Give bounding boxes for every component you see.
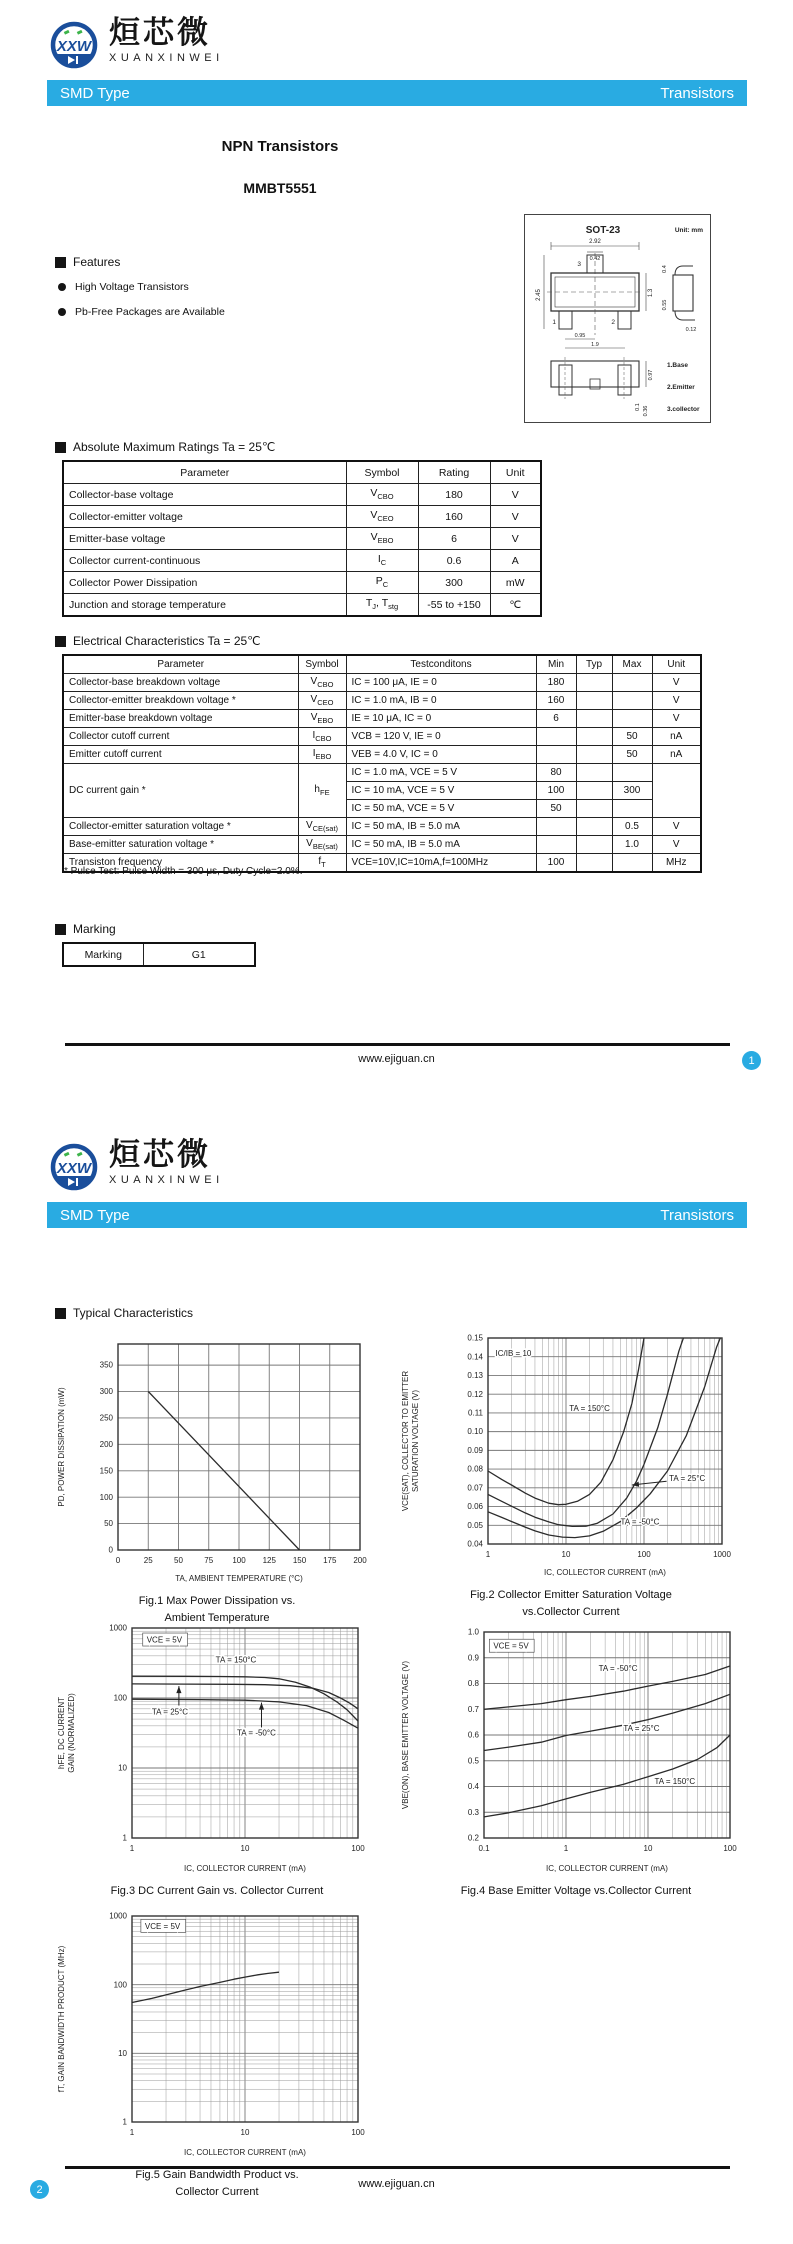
svg-text:0.11: 0.11 bbox=[468, 1408, 483, 1418]
svg-text:IC, COLLECTOR CURRENT (mA): IC, COLLECTOR CURRENT (mA) bbox=[546, 1864, 668, 1873]
fig4-chart-canvas bbox=[396, 1624, 756, 1881]
svg-text:0.13: 0.13 bbox=[467, 1371, 483, 1381]
banner-right-label: Transistors bbox=[660, 1206, 734, 1224]
table-row: Base-emitter saturation voltage * $V_{BE(sat)}$ IC = 50 mA, IB = 5.0 mA 1.0 V bbox=[63, 836, 701, 854]
svg-text:0.9: 0.9 bbox=[467, 1653, 479, 1663]
logo-diode-bar bbox=[76, 1178, 78, 1186]
svg-text:1: 1 bbox=[485, 1550, 491, 1559]
table-row: Junction and storage temperature $T_J$, $T_{stg}$ -55 to +150 ℃ bbox=[63, 594, 541, 617]
dim-lead-top: 0.4 bbox=[662, 265, 668, 273]
pin3-number: 3 bbox=[577, 261, 581, 268]
svg-text:VCE = 5V: VCE = 5V bbox=[493, 1641, 529, 1651]
dim-tab-width: 0.42 bbox=[589, 256, 601, 262]
svg-text:50: 50 bbox=[174, 1556, 183, 1565]
svg-text:1000: 1000 bbox=[109, 1911, 127, 1921]
svg-text:100: 100 bbox=[351, 1844, 365, 1853]
package-name: SOT-23 bbox=[585, 225, 621, 236]
fig3-caption: Fig.3 DC Current Gain vs. Collector Current bbox=[110, 1885, 324, 1897]
svg-text:1: 1 bbox=[129, 1844, 135, 1853]
dim-lead-thk: 0.12 bbox=[685, 327, 697, 333]
table-row: DC current gain * $h_{FE}$ IC = 1.0 mA, VCE = 5 V 80 bbox=[63, 764, 701, 782]
marking-heading: Marking bbox=[55, 922, 116, 936]
absolute-maximum-ratings-table bbox=[62, 460, 542, 617]
table-row: Marking G1 bbox=[63, 943, 255, 966]
section-marker-icon bbox=[55, 257, 66, 268]
svg-text:0.09: 0.09 bbox=[467, 1445, 483, 1455]
pin-legend-emitter: 2.Emitter bbox=[667, 384, 695, 391]
fig2-caption: Fig.2 Collector Emitter Saturation Voltage vs.Collector Current bbox=[470, 1589, 672, 1619]
logo-chinese-name: 烜芯微 bbox=[109, 15, 211, 50]
svg-text:TA, AMBIENT TEMPERATURE (°C): TA, AMBIENT TEMPERATURE (°C) bbox=[175, 1574, 303, 1583]
svg-text:GAIN (NORMALIZED): GAIN (NORMALIZED) bbox=[67, 1693, 76, 1773]
footer-url[interactable]: www.ejiguan.cn bbox=[358, 2178, 435, 2190]
svg-text:150: 150 bbox=[99, 1466, 113, 1476]
svg-text:0.07: 0.07 bbox=[467, 1483, 483, 1493]
section-marker-icon bbox=[55, 1308, 66, 1319]
fig3-chart-canvas bbox=[52, 1622, 382, 1881]
fig4-caption: Fig.4 Base Emitter Voltage vs.Collector Current bbox=[460, 1885, 692, 1897]
svg-text:0.15: 0.15 bbox=[467, 1333, 483, 1343]
svg-text:0.5: 0.5 bbox=[467, 1756, 479, 1766]
page-number-badge: 1 bbox=[742, 1051, 761, 1070]
amr-heading: Absolute Maximum Ratings Ta = 25℃ bbox=[55, 440, 275, 454]
svg-text:TA = 150°C: TA = 150°C bbox=[569, 1404, 610, 1414]
fig1-chart-canvas bbox=[52, 1334, 382, 1591]
page-2 bbox=[0, 1100, 793, 2244]
svg-text:1: 1 bbox=[122, 2117, 127, 2127]
svg-text:100: 100 bbox=[99, 1492, 113, 1502]
svg-text:75: 75 bbox=[204, 1556, 214, 1565]
svg-text:0.4: 0.4 bbox=[467, 1782, 479, 1792]
svg-text:250: 250 bbox=[99, 1413, 113, 1423]
dim-body-height: 2.45 bbox=[536, 289, 542, 301]
table-row: Emitter cutoff current $I_{EBO}$ VEB = 4.0 V, IC = 0 50 nA bbox=[63, 746, 701, 764]
svg-text:125: 125 bbox=[262, 1556, 276, 1565]
typical-characteristics-heading: Typical Characteristics bbox=[55, 1306, 193, 1320]
svg-text:100: 100 bbox=[637, 1550, 651, 1559]
fig4-chart bbox=[396, 1624, 746, 1876]
svg-text:0.2: 0.2 bbox=[467, 1833, 479, 1843]
svg-text:350: 350 bbox=[99, 1360, 113, 1370]
fig5-caption: Fig.5 Gain Bandwidth Product vs. Collector Current bbox=[135, 2169, 299, 2199]
logo-latin-name: XUANXINWEI bbox=[109, 1174, 224, 1186]
table-row: Collector Power Dissipation $P_C$ 300 mW bbox=[63, 572, 541, 594]
svg-text:0.12: 0.12 bbox=[467, 1389, 483, 1399]
svg-text:fT, GAIN BANDWIDTH PRODUCT (MH: fT, GAIN BANDWIDTH PRODUCT (MHz) bbox=[57, 1945, 66, 2093]
svg-text:SATURATION VOLTAGE (V): SATURATION VOLTAGE (V) bbox=[411, 1389, 420, 1493]
table-row: IC = 50 mA, VCE = 5 V 50 bbox=[63, 800, 701, 818]
svg-text:VCE = 5V: VCE = 5V bbox=[146, 1635, 183, 1645]
svg-text:1: 1 bbox=[129, 2128, 135, 2137]
svg-text:0.14: 0.14 bbox=[467, 1352, 483, 1362]
svg-text:TA = 25°C: TA = 25°C bbox=[669, 1473, 706, 1483]
brand-logo-mark bbox=[45, 1138, 103, 1200]
brand-logo bbox=[45, 16, 224, 78]
logo-initials: XXW bbox=[56, 1160, 92, 1177]
svg-text:100: 100 bbox=[113, 1693, 127, 1703]
logo-latin-name: XUANXINWEI bbox=[109, 52, 224, 64]
svg-text:100: 100 bbox=[723, 1844, 737, 1853]
svg-text:0.06: 0.06 bbox=[467, 1502, 483, 1512]
fig5-chart-canvas bbox=[52, 1910, 382, 2165]
table-row: Collector-emitter saturation voltage * $V_{CE(sat)}$ IC = 50 mA, IB = 5.0 mA 0.5 V bbox=[63, 818, 701, 836]
banner-left-label: SMD Type bbox=[60, 84, 130, 102]
table-row: Collector-emitter voltage $V_{CEO}$ 160 V bbox=[63, 506, 541, 528]
svg-text:0.6: 0.6 bbox=[467, 1730, 479, 1740]
footer-divider bbox=[65, 1043, 730, 1046]
svg-text:TA = -50°C: TA = -50°C bbox=[620, 1517, 660, 1527]
logo-initials: XXW bbox=[56, 38, 92, 55]
fig3-figure bbox=[52, 1622, 382, 1900]
table-row: Collector-emitter breakdown voltage * $V_{CEO}$ IC = 1.0 mA, IB = 0 160 V bbox=[63, 692, 701, 710]
table-header-row: Parameter Symbol Testconditons Min Typ Max Unit bbox=[63, 655, 701, 674]
svg-text:PD, POWER DISSIPATION (mW): PD, POWER DISSIPATION (mW) bbox=[57, 1387, 66, 1507]
dim-top-width: 2.92 bbox=[589, 239, 601, 245]
fig1-chart bbox=[52, 1334, 374, 1586]
logo-chinese-name: 烜芯微 bbox=[109, 1137, 211, 1172]
electrical-characteristics-table bbox=[62, 654, 702, 873]
svg-text:200: 200 bbox=[99, 1439, 113, 1449]
fig4-figure bbox=[396, 1624, 756, 1900]
fig1-caption: Fig.1 Max Power Dissipation vs. Ambient Temperature bbox=[138, 1595, 296, 1625]
table-row: Emitter-base voltage $V_{EBO}$ 6 V bbox=[63, 528, 541, 550]
svg-text:IC, COLLECTOR CURRENT (mA): IC, COLLECTOR CURRENT (mA) bbox=[184, 1864, 306, 1873]
svg-text:25: 25 bbox=[143, 1556, 153, 1565]
marking-table bbox=[62, 942, 256, 967]
svg-text:VBE(ON), BASE EMITTER VOLTAGE: VBE(ON), BASE EMITTER VOLTAGE (V) bbox=[401, 1660, 410, 1810]
svg-text:0.3: 0.3 bbox=[467, 1807, 479, 1817]
svg-text:0.1: 0.1 bbox=[478, 1844, 490, 1853]
section-marker-icon bbox=[55, 924, 66, 935]
logo-diode-bar bbox=[76, 56, 78, 64]
table-header-row: Parameter Symbol Rating Unit bbox=[63, 461, 541, 484]
svg-text:TA = -50°C: TA = -50°C bbox=[237, 1728, 276, 1738]
feature-item: High Voltage Transistors bbox=[58, 281, 189, 293]
svg-text:10: 10 bbox=[561, 1550, 571, 1559]
svg-text:IC, COLLECTOR CURRENT (mA): IC, COLLECTOR CURRENT (mA) bbox=[184, 2148, 306, 2157]
footer-divider bbox=[65, 2166, 730, 2169]
svg-text:1.0: 1.0 bbox=[467, 1627, 479, 1637]
dim-pin-pitch: 0.95 bbox=[574, 333, 586, 339]
dim-right-height: 1.3 bbox=[648, 288, 654, 298]
brand-logo bbox=[45, 1138, 224, 1200]
svg-text:0.7: 0.7 bbox=[467, 1704, 479, 1714]
table-row: Collector-base breakdown voltage $V_{CBO}$ IC = 100 μA, IE = 0 180 V bbox=[63, 674, 701, 692]
table-row: Collector current-continuous $I_C$ 0.6 A bbox=[63, 550, 541, 572]
svg-text:0.05: 0.05 bbox=[467, 1520, 483, 1530]
svg-text:0: 0 bbox=[115, 1556, 121, 1565]
feature-item: Pb-Free Packages are Available bbox=[58, 306, 225, 318]
features-heading: Features bbox=[55, 255, 120, 269]
svg-text:VCE = 5V: VCE = 5V bbox=[144, 1921, 181, 1931]
svg-text:10: 10 bbox=[118, 2048, 127, 2058]
svg-text:0.04: 0.04 bbox=[467, 1539, 483, 1549]
svg-text:IC/IB = 10: IC/IB = 10 bbox=[495, 1348, 532, 1358]
svg-text:300: 300 bbox=[99, 1387, 113, 1397]
svg-text:IC, COLLECTOR CURRENT (mA): IC, COLLECTOR CURRENT (mA) bbox=[544, 1568, 666, 1577]
dim-pad-h2: 0.36 bbox=[643, 405, 649, 417]
page-1 bbox=[0, 0, 793, 1100]
logo-text bbox=[109, 16, 224, 64]
svg-text:1000: 1000 bbox=[713, 1550, 731, 1559]
banner-right-label: Transistors bbox=[660, 84, 734, 102]
page-number-badge: 2 bbox=[30, 2180, 49, 2199]
table-row: Collector-base voltage $V_{CBO}$ 180 V bbox=[63, 484, 541, 506]
svg-text:200: 200 bbox=[353, 1556, 367, 1565]
section-marker-icon bbox=[55, 636, 66, 647]
sot23-package-drawing bbox=[525, 215, 709, 421]
svg-text:10: 10 bbox=[240, 2128, 250, 2137]
svg-text:50: 50 bbox=[104, 1519, 113, 1529]
table-row: Collector cutoff current $I_{CBO}$ VCB = 120 V, IE = 0 50 nA bbox=[63, 728, 701, 746]
logo-text bbox=[109, 1138, 224, 1186]
svg-text:hFE, DC CURRENT: hFE, DC CURRENT bbox=[57, 1696, 66, 1770]
svg-text:TA = 25°C: TA = 25°C bbox=[623, 1724, 660, 1734]
svg-text:TA = 150°C: TA = 150°C bbox=[654, 1776, 696, 1786]
svg-text:1: 1 bbox=[563, 1844, 569, 1853]
svg-text:0.8: 0.8 bbox=[467, 1679, 479, 1689]
pin2-number: 2 bbox=[611, 319, 615, 326]
svg-text:0.08: 0.08 bbox=[467, 1464, 483, 1474]
header-banner bbox=[47, 1202, 747, 1228]
section-marker-icon bbox=[55, 442, 66, 453]
pin-legend-collector: 3.collector bbox=[667, 406, 700, 413]
dim-pin-span: 1.9 bbox=[591, 342, 599, 348]
svg-text:1: 1 bbox=[122, 1833, 127, 1843]
svg-text:175: 175 bbox=[323, 1556, 337, 1565]
svg-text:1000: 1000 bbox=[109, 1623, 127, 1633]
pin-legend-base: 1.Base bbox=[667, 362, 688, 369]
svg-text:10: 10 bbox=[643, 1844, 653, 1853]
fig2-chart bbox=[396, 1328, 742, 1580]
svg-text:150: 150 bbox=[292, 1556, 307, 1565]
table-row: Emitter-base breakdown voltage $V_{EBO}$ IE = 10 μA, IC = 0 6 V bbox=[63, 710, 701, 728]
pin1-number: 1 bbox=[552, 319, 556, 326]
doc-title: NPN Transistors bbox=[221, 138, 339, 155]
table-row: IC = 10 mA, VCE = 5 V 100 300 bbox=[63, 782, 701, 800]
dim-pad-h1: 0.1 bbox=[635, 403, 641, 411]
part-number: MMBT5551 bbox=[243, 180, 317, 196]
svg-text:100: 100 bbox=[232, 1556, 246, 1565]
fig2-figure bbox=[396, 1328, 746, 1621]
svg-text:100: 100 bbox=[113, 1980, 127, 1990]
svg-text:10: 10 bbox=[240, 1844, 250, 1853]
bullet-icon bbox=[58, 308, 66, 316]
bullet-icon bbox=[58, 283, 66, 291]
svg-text:10: 10 bbox=[118, 1763, 127, 1773]
package-drawing-box bbox=[524, 214, 711, 423]
fig5-figure bbox=[52, 1910, 382, 2201]
svg-text:TA = 25°C: TA = 25°C bbox=[151, 1707, 189, 1717]
table-row: Transiston frequency $f_T$ VCE=10V,IC=10mA,f=100MHz 100 MHz bbox=[63, 854, 701, 873]
fig5-chart bbox=[52, 1910, 374, 2160]
fig3-chart bbox=[52, 1622, 374, 1876]
svg-text:100: 100 bbox=[351, 2128, 365, 2137]
svg-text:TA = 150°C: TA = 150°C bbox=[215, 1655, 257, 1665]
svg-text:0.10: 0.10 bbox=[467, 1427, 483, 1437]
pulse-test-footnote: * Pulse Test: Pulse Width = 300 μs, Duty Cycle=2.0%. bbox=[64, 866, 303, 877]
package-unit: Unit: mm bbox=[674, 227, 703, 234]
brand-logo-mark bbox=[45, 16, 103, 78]
svg-text:TA = -50°C: TA = -50°C bbox=[598, 1664, 638, 1674]
dim-side-height: 0.55 bbox=[662, 299, 668, 311]
ec-heading: Electrical Characteristics Ta = 25℃ bbox=[55, 634, 261, 648]
dim-bottom-h: 0.97 bbox=[648, 369, 654, 381]
svg-text:VCE(SAT), COLLECTOR TO EMITTER: VCE(SAT), COLLECTOR TO EMITTER bbox=[401, 1370, 410, 1512]
svg-text:0: 0 bbox=[108, 1545, 113, 1555]
fig2-chart-canvas bbox=[396, 1328, 746, 1585]
header-banner bbox=[47, 80, 747, 106]
footer-url[interactable]: www.ejiguan.cn bbox=[358, 1053, 435, 1065]
banner-left-label: SMD Type bbox=[60, 1206, 130, 1224]
fig1-figure bbox=[52, 1334, 382, 1627]
